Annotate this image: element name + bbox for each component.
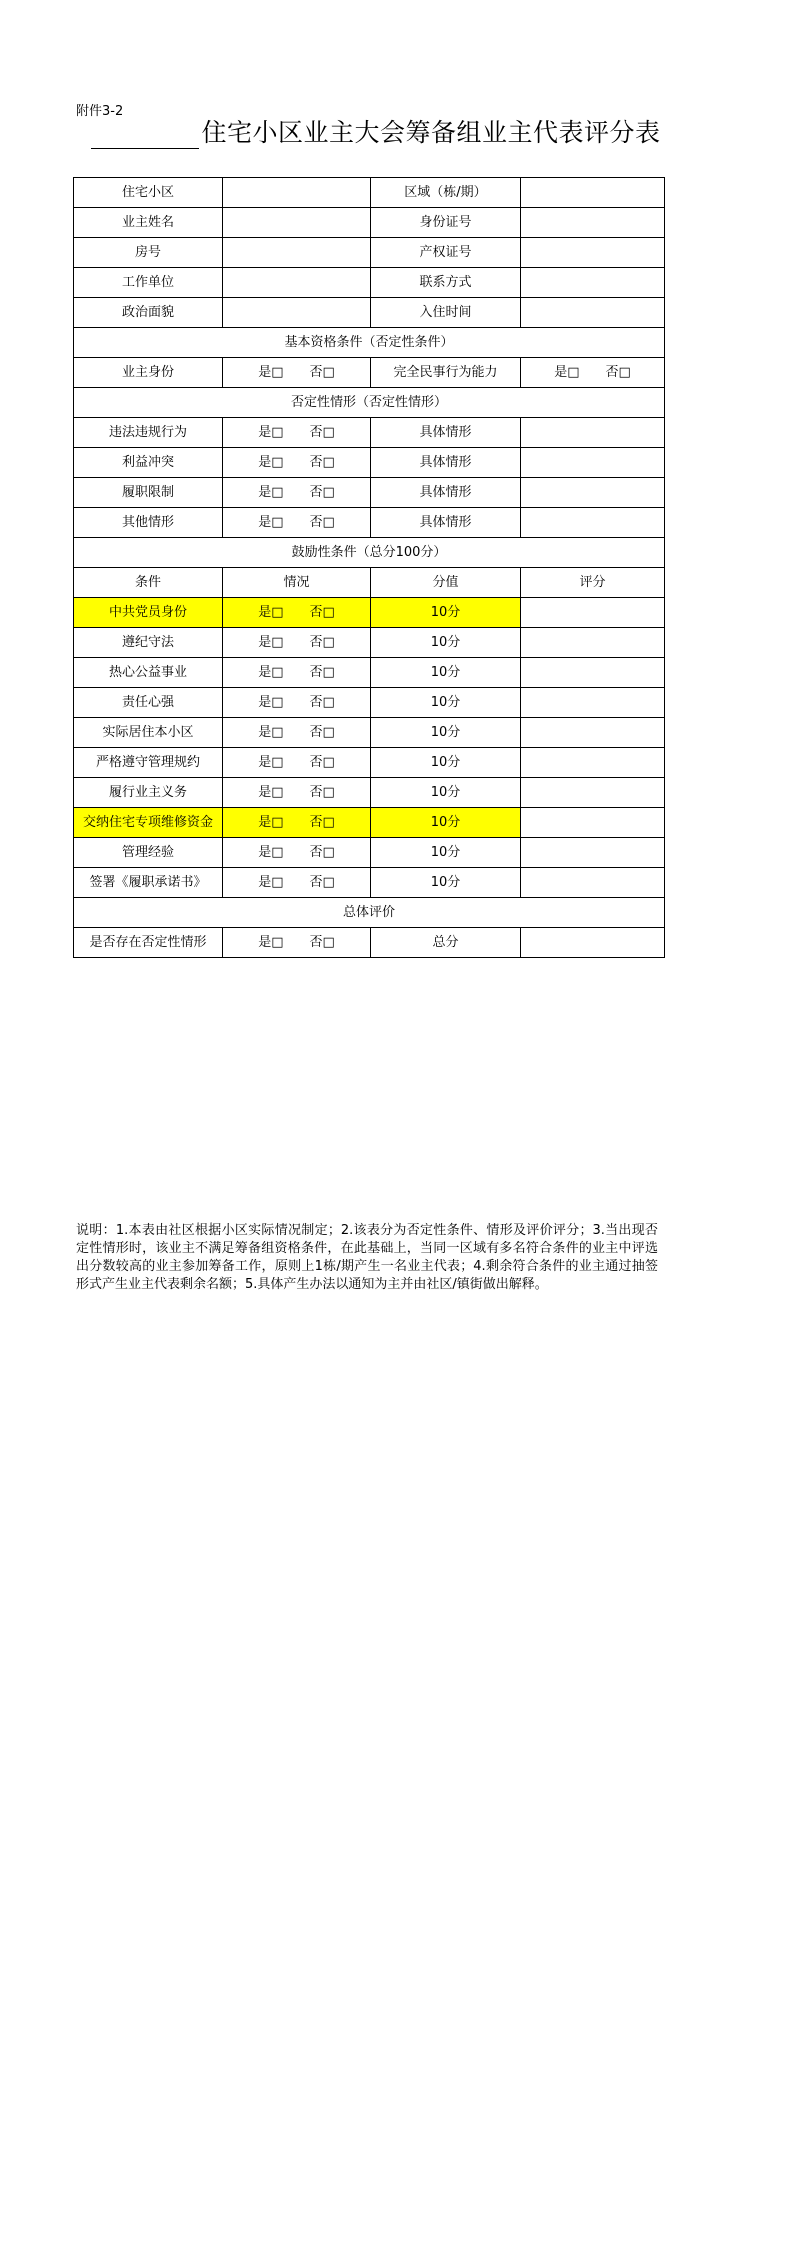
yes-no-options (258, 936, 335, 950)
incentive-item-score: 10分 (371, 808, 521, 838)
yes-checkbox[interactable]: 是□ (258, 694, 284, 710)
incentive-item-label: 履行业主义务 (74, 778, 223, 808)
field-input[interactable] (223, 238, 371, 268)
negative-item-row (74, 448, 665, 478)
field-label: 工作单位 (74, 268, 223, 298)
incentive-item-label: 签署《履职承诺书》 (74, 868, 223, 898)
yes-no-options (258, 666, 335, 680)
field-label: 联系方式 (371, 268, 521, 298)
incentive-item-row (74, 688, 665, 718)
negative-item-options (223, 508, 371, 538)
no-checkbox[interactable]: 否□ (309, 364, 335, 380)
no-checkbox[interactable]: 否□ (309, 514, 335, 530)
section-row (74, 898, 665, 928)
yes-checkbox[interactable]: 是□ (258, 844, 284, 860)
rating-input[interactable] (521, 688, 665, 718)
yes-checkbox[interactable]: 是□ (554, 364, 580, 380)
no-checkbox[interactable]: 否□ (309, 724, 335, 740)
incentive-item-score: 10分 (371, 778, 521, 808)
incentive-item-label: 责任心强 (74, 688, 223, 718)
incentive-item-row (74, 748, 665, 778)
score-form-table (73, 177, 665, 958)
incentive-item-row (74, 838, 665, 868)
yes-no-options (258, 756, 335, 770)
community-name-blank[interactable] (91, 122, 199, 149)
rating-input[interactable] (521, 658, 665, 688)
yes-checkbox[interactable]: 是□ (258, 754, 284, 770)
incentive-item-row (74, 778, 665, 808)
header-condition: 条件 (74, 568, 223, 598)
yes-checkbox[interactable]: 是□ (258, 484, 284, 500)
negative-item-label: 其他情形 (74, 508, 223, 538)
yes-no-options (258, 876, 335, 890)
incentive-item-row (74, 598, 665, 628)
incentive-item-label: 中共党员身份 (74, 598, 223, 628)
incentive-item-row (74, 658, 665, 688)
no-checkbox[interactable]: 否□ (309, 784, 335, 800)
incentive-item-score: 10分 (371, 838, 521, 868)
basic-info-row (74, 298, 665, 328)
field-input[interactable] (521, 238, 665, 268)
yes-checkbox[interactable]: 是□ (258, 454, 284, 470)
header-score-value: 分值 (371, 568, 521, 598)
field-label: 业主姓名 (74, 208, 223, 238)
header-row (74, 568, 665, 598)
incentive-item-options (223, 748, 371, 778)
yes-checkbox[interactable]: 是□ (258, 424, 284, 440)
no-checkbox[interactable]: 否□ (309, 484, 335, 500)
basic-info-row (74, 238, 665, 268)
no-checkbox[interactable]: 否□ (309, 664, 335, 680)
incentive-item-score: 10分 (371, 868, 521, 898)
incentive-item-options (223, 628, 371, 658)
field-input[interactable] (521, 268, 665, 298)
field-label: 产权证号 (371, 238, 521, 268)
no-checkbox[interactable]: 否□ (309, 814, 335, 830)
field-input[interactable] (223, 298, 371, 328)
detail-input[interactable] (521, 508, 665, 538)
yes-no-options (258, 696, 335, 710)
section-header-basic: 基本资格条件（否定性条件） (74, 328, 665, 358)
incentive-item-score: 10分 (371, 688, 521, 718)
negative-item-row (74, 418, 665, 448)
owner-identity-label: 业主身份 (74, 358, 223, 388)
incentive-item-label: 实际居住本小区 (74, 718, 223, 748)
incentive-item-label: 严格遵守管理规约 (74, 748, 223, 778)
detail-input[interactable] (521, 418, 665, 448)
field-label: 身份证号 (371, 208, 521, 238)
negative-item-row (74, 478, 665, 508)
negative-item-label: 违法违规行为 (74, 418, 223, 448)
incentive-item-options (223, 868, 371, 898)
yes-no-options (258, 606, 335, 620)
field-label: 房号 (74, 238, 223, 268)
negative-item-options (223, 478, 371, 508)
incentive-item-score: 10分 (371, 628, 521, 658)
total-input[interactable] (521, 928, 665, 958)
section-row (74, 328, 665, 358)
field-input[interactable] (521, 178, 665, 208)
incentive-item-row (74, 718, 665, 748)
incentive-item-options (223, 778, 371, 808)
incentive-item-options (223, 838, 371, 868)
field-input[interactable] (223, 178, 371, 208)
yes-no-options (258, 726, 335, 740)
yes-checkbox[interactable]: 是□ (258, 634, 284, 650)
incentive-item-row (74, 868, 665, 898)
rating-input[interactable] (521, 808, 665, 838)
rating-input[interactable] (521, 598, 665, 628)
score-form-body (74, 178, 665, 958)
civil-capacity-label: 完全民事行为能力 (371, 358, 521, 388)
incentive-item-label: 热心公益事业 (74, 658, 223, 688)
no-checkbox[interactable]: 否□ (309, 844, 335, 860)
total-label: 总分 (371, 928, 521, 958)
no-checkbox[interactable]: 否□ (309, 934, 335, 950)
detail-input[interactable] (521, 448, 665, 478)
detail-label: 具体情形 (371, 478, 521, 508)
basic-info-row (74, 178, 665, 208)
section-row (74, 388, 665, 418)
rating-input[interactable] (521, 718, 665, 748)
section-header-overall: 总体评价 (74, 898, 665, 928)
negative-item-label: 利益冲突 (74, 448, 223, 478)
rating-input[interactable] (521, 748, 665, 778)
no-checkbox[interactable]: 否□ (309, 424, 335, 440)
yes-no-options (258, 486, 335, 500)
rating-input[interactable] (521, 628, 665, 658)
incentive-item-options (223, 658, 371, 688)
yes-checkbox[interactable]: 是□ (258, 664, 284, 680)
basic-info-row (74, 208, 665, 238)
yes-no-options (258, 426, 335, 440)
no-checkbox[interactable]: 否□ (605, 364, 631, 380)
negative-item-options (223, 448, 371, 478)
yes-checkbox[interactable]: 是□ (258, 874, 284, 890)
yes-no-options (554, 366, 631, 380)
detail-label: 具体情形 (371, 508, 521, 538)
detail-label: 具体情形 (371, 418, 521, 448)
yes-checkbox[interactable]: 是□ (258, 514, 284, 530)
header-rating: 评分 (521, 568, 665, 598)
incentive-item-label: 遵纪守法 (74, 628, 223, 658)
yes-no-options (258, 816, 335, 830)
yes-checkbox[interactable]: 是□ (258, 934, 284, 950)
form-title (86, 117, 666, 149)
incentive-item-score: 10分 (371, 658, 521, 688)
incentive-item-label: 管理经验 (74, 838, 223, 868)
yes-checkbox[interactable]: 是□ (258, 604, 284, 620)
detail-label: 具体情形 (371, 448, 521, 478)
section-header-negative: 否定性情形（否定性情形） (74, 388, 665, 418)
field-label: 政治面貌 (74, 298, 223, 328)
rating-input[interactable] (521, 778, 665, 808)
form-title-text: 住宅小区业主大会筹备组业主代表评分表 (201, 118, 661, 147)
header-situation: 情况 (223, 568, 371, 598)
yes-no-options (258, 516, 335, 530)
field-input[interactable] (223, 268, 371, 298)
basic-info-row (74, 268, 665, 298)
section-row (74, 538, 665, 568)
incentive-item-options (223, 718, 371, 748)
incentive-item-row (74, 808, 665, 838)
yes-no-options (258, 786, 335, 800)
yes-checkbox[interactable]: 是□ (258, 784, 284, 800)
no-checkbox[interactable]: 否□ (309, 454, 335, 470)
incentive-item-label: 交纳住宅专项维修资金 (74, 808, 223, 838)
overall-options (223, 928, 371, 958)
negative-item-options (223, 418, 371, 448)
no-checkbox[interactable]: 否□ (309, 694, 335, 710)
field-label: 入住时间 (371, 298, 521, 328)
yes-no-options (258, 366, 335, 380)
qualification-row (74, 358, 665, 388)
no-checkbox[interactable]: 否□ (309, 634, 335, 650)
owner-identity-options (223, 358, 371, 388)
detail-input[interactable] (521, 478, 665, 508)
form-note: 说明：1.本表由社区根据小区实际情况制定；2.该表分为否定性条件、情形及评价评分；3.当出现否定性情形时，该业主不满足筹备组资格条件，在此基础上，当同一区域有多名符合条件的业主中评选出分数较高的业主参加筹备工作，原则上1栋/期产生一名业主代表；4.剩余符合条件的业主通过抽签形式产生业主代表剩余名额；5.具体产生办法以通知为主并由社区/镇街做出解释。 (76, 1223, 658, 1292)
field-label: 住宅小区 (74, 178, 223, 208)
yes-checkbox[interactable]: 是□ (258, 724, 284, 740)
yes-no-options (258, 846, 335, 860)
no-checkbox[interactable]: 否□ (309, 874, 335, 890)
incentive-item-options (223, 688, 371, 718)
incentive-item-score: 10分 (371, 748, 521, 778)
yes-checkbox[interactable]: 是□ (258, 814, 284, 830)
field-input[interactable] (521, 298, 665, 328)
incentive-item-row (74, 628, 665, 658)
rating-input[interactable] (521, 868, 665, 898)
yes-no-options (258, 636, 335, 650)
field-input[interactable] (223, 208, 371, 238)
annex-number: 附件3-2 (76, 104, 124, 119)
yes-checkbox[interactable]: 是□ (258, 364, 284, 380)
overall-label: 是否存在否定性情形 (74, 928, 223, 958)
incentive-item-options (223, 808, 371, 838)
no-checkbox[interactable]: 否□ (309, 754, 335, 770)
rating-input[interactable] (521, 838, 665, 868)
overall-row (74, 928, 665, 958)
incentive-item-options (223, 598, 371, 628)
negative-item-label: 履职限制 (74, 478, 223, 508)
field-label: 区域（栋/期） (371, 178, 521, 208)
yes-no-options (258, 456, 335, 470)
field-input[interactable] (521, 208, 665, 238)
no-checkbox[interactable]: 否□ (309, 604, 335, 620)
section-header-incentive: 鼓励性条件（总分100分） (74, 538, 665, 568)
civil-capacity-options (521, 358, 665, 388)
incentive-item-score: 10分 (371, 718, 521, 748)
incentive-item-score: 10分 (371, 598, 521, 628)
negative-item-row (74, 508, 665, 538)
